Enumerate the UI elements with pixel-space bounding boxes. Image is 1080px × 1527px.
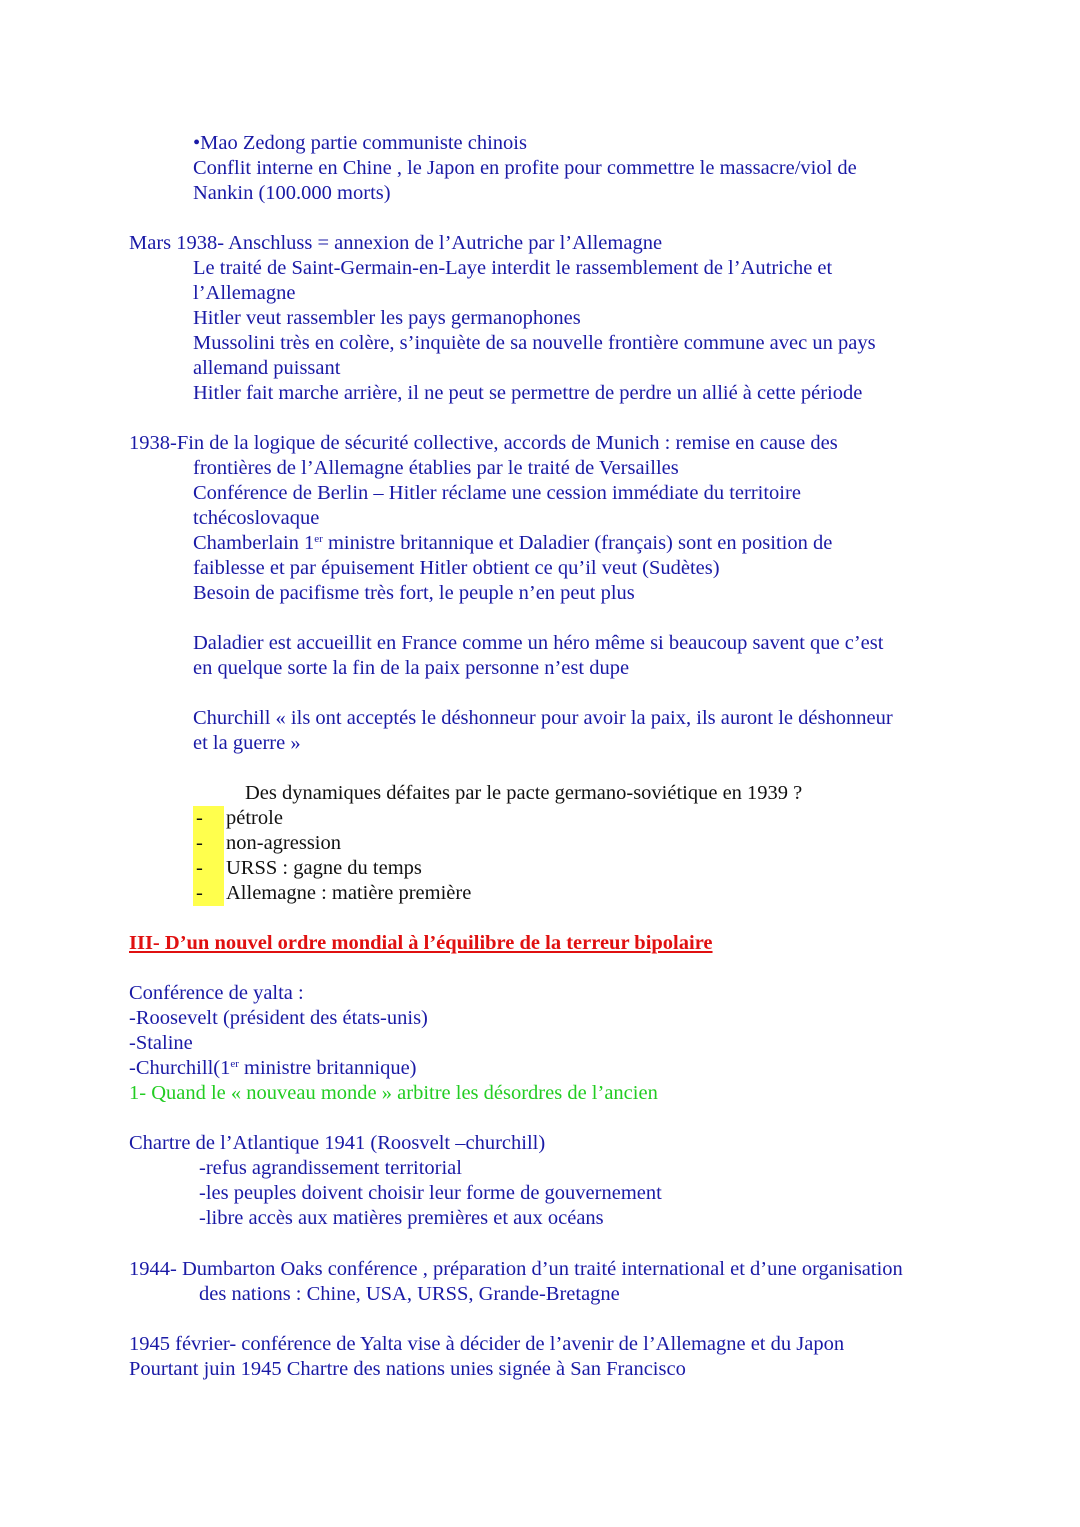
anschluss-title: Mars 1938- Anschluss = annexion de l’Autriche par l’Allemagne [129,232,663,254]
yalta-title: Conférence de yalta : [129,982,304,1004]
list-item: - URSS : gagne du temps [129,856,1059,881]
churchill-quote-line: Churchill « ils ont acceptés le déshonneur pour avoir la paix, ils auront le déshonneur [193,707,893,729]
section-heading-block [129,931,1059,956]
munich-line: tchécoslovaque [193,507,320,529]
subheading-nouveau-monde: 1- Quand le « nouveau monde » arbitre les désordres de l’ancien [129,1082,658,1104]
yalta-1945-block [129,1332,1059,1382]
pacte-block [129,781,1059,906]
nankin-line: Nankin (100.000 morts) [193,182,391,204]
highlight-marker: - [193,856,224,881]
pacte-question: Des dynamiques défaites par le pacte germano-soviétique en 1939 ? [245,782,803,804]
anschluss-line: Hitler veut rassembler les pays germanophones [193,307,581,329]
list-item: - non-agression [129,831,1059,856]
china-conflict-line: Conflit interne en Chine , le Japon en profite pour commettre le massacre/viol de [193,157,857,179]
anschluss-line: allemand puissant [193,357,341,379]
munich-line: frontières de l’Allemagne établies par le traité de Versailles [193,457,679,479]
anschluss-block [129,231,1059,406]
dumbarton-line: des nations : Chine, USA, URSS, Grande-Bretagne [199,1283,620,1305]
churchill-quote-line: et la guerre » [193,732,301,754]
list-item: - Allemagne : matière première [129,881,1059,906]
yalta-item-churchill: -Churchill(1er ministre britannique) [129,1057,417,1079]
highlight-marker: - [193,806,224,831]
yalta-item-roosevelt: -Roosevelt (président des états-unis) [129,1007,428,1029]
yalta-1945-line: 1945 février- conférence de Yalta vise à décider de l’avenir de l’Allemagne et du Japon [129,1333,845,1355]
highlight-marker: - [193,881,224,906]
china-block [129,131,1059,206]
highlight-marker: - [193,831,224,856]
munich-line: faiblesse et par épuisement Hitler obtient ce qu’il veut (Sudètes) [193,557,720,579]
list-item: -les peuples doivent choisir leur forme de gouvernement [199,1182,662,1204]
yalta-item-staline: -Staline [129,1032,193,1054]
list-item: - pétrole [129,806,1059,831]
anschluss-line: Mussolini très en colère, s’inquiète de sa nouvelle frontière commune avec un pays [193,332,876,354]
daladier-line: en quelque sorte la fin de la paix personne n’est dupe [193,657,630,679]
churchill-quote-block [129,706,1059,756]
munich-title: 1938-Fin de la logique de sécurité collective, accords de Munich : remise en cause des [129,432,838,454]
san-francisco-line: Pourtant juin 1945 Chartre des nations unies signée à San Francisco [129,1358,686,1380]
daladier-block [129,631,1059,681]
anschluss-line: Le traité de Saint-Germain-en-Laye interdit le rassemblement de l’Autriche et [193,257,833,279]
mao-line: •Mao Zedong partie communiste chinois [193,132,527,154]
list-item: -libre accès aux matières premières et aux océans [199,1207,604,1229]
yalta-list-block [129,981,1059,1106]
anschluss-line: Hitler fait marche arrière, il ne peut se permettre de perdre un allié à cette période [193,382,863,404]
charte-title: Chartre de l’Atlantique 1941 (Roosvelt –churchill) [129,1132,546,1154]
charte-block [129,1131,1059,1231]
munich-line: Conférence de Berlin – Hitler réclame une cession immédiate du territoire [193,482,801,504]
munich-block [129,431,1059,606]
chamberlain-line: Chamberlain 1er ministre britannique et Daladier (français) sont en position de [193,532,833,554]
section-heading: III- D’un nouvel ordre mondial à l’équilibre de la terreur bipolaire [129,932,713,954]
munich-line: Besoin de pacifisme très fort, le peuple n’en peut plus [193,582,635,604]
daladier-line: Daladier est accueillit en France comme un héro même si beaucoup savent que c’est [193,632,884,654]
list-item: -refus agrandissement territorial [199,1157,462,1179]
dumbarton-line: 1944- Dumbarton Oaks conférence , préparation d’un traité international et d’une organisation [129,1258,903,1280]
dumbarton-block [129,1257,1059,1307]
anschluss-line: l’Allemagne [193,282,296,304]
